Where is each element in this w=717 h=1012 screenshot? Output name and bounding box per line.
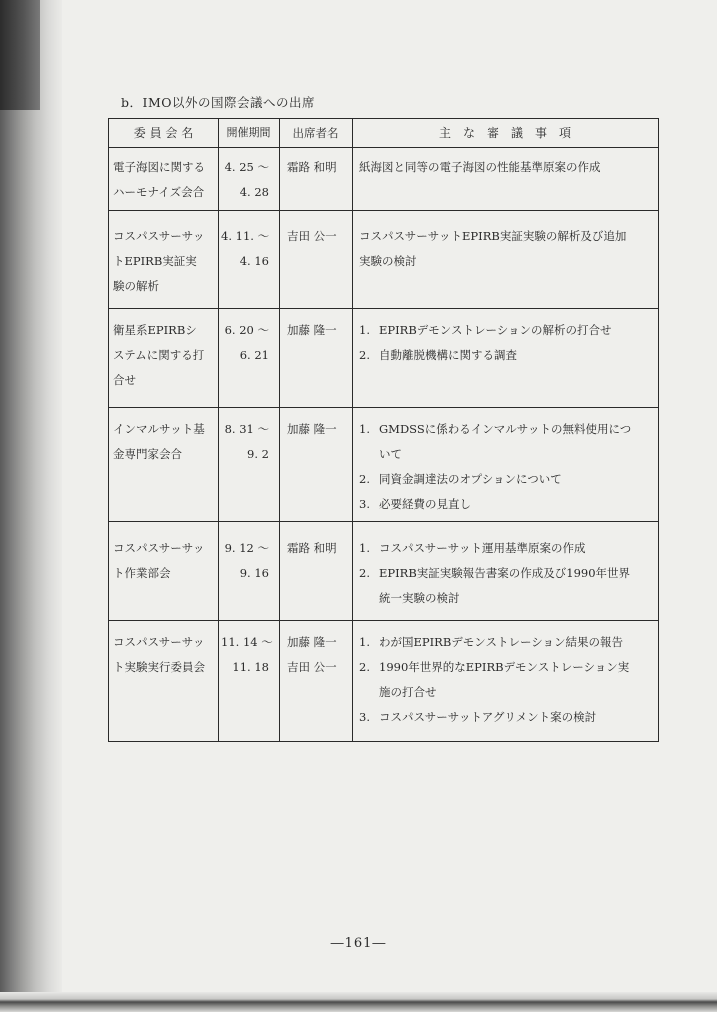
matter-item: 2. EPIRB実証実験報告書案の作成及び1990年世界	[359, 566, 631, 580]
committee-line: 電子海図に関する	[113, 160, 205, 174]
committee-line: 合せ	[113, 373, 136, 387]
matter-item: 3. コスパスサーサットアグリメント案の検討	[359, 710, 597, 724]
attendee-name: 霜路 和明	[287, 541, 337, 555]
attendee-cell	[287, 318, 337, 343]
row-divider	[109, 407, 658, 408]
attendee-name: 加藤 隆一	[287, 323, 337, 337]
row-divider	[109, 521, 658, 522]
row-divider	[109, 620, 658, 621]
committee-line: ト作業部会	[113, 566, 171, 580]
committee-cell	[113, 155, 205, 205]
attendee-cell	[287, 536, 337, 561]
period-end: 11. 18	[232, 660, 269, 674]
period-cell	[221, 224, 269, 274]
committee-cell	[113, 318, 204, 393]
header-committee: 委 員 会 名	[133, 126, 194, 140]
period-cell	[221, 155, 269, 205]
committee-line: コスパスサーサッ	[113, 541, 205, 555]
matter-item: 2. 1990年世界的なEPIRBデモンストレーション実	[359, 660, 630, 674]
attendee-name: 吉田 公一	[287, 229, 337, 243]
binding-shadow	[0, 0, 62, 1012]
period-start: 6. 20 ～	[224, 323, 269, 337]
matter-line: 紙海図と同等の電子海図の性能基準原案の作成	[359, 160, 601, 174]
page-number: ―161―	[330, 936, 387, 951]
row-divider	[109, 210, 658, 211]
period-start: 4. 11. ～	[221, 229, 270, 243]
committee-line: インマルサット基	[113, 422, 205, 436]
attendee-cell	[287, 224, 337, 249]
period-cell	[221, 536, 269, 586]
matters-cell	[359, 536, 630, 611]
attendee-name: 霜路 和明	[287, 160, 337, 174]
section-title: b．IMO以外の国際会議への出席	[121, 95, 315, 110]
committee-line: ハーモナイズ会合	[113, 185, 205, 199]
matters-cell	[359, 224, 626, 274]
attendee-cell	[287, 155, 337, 180]
committee-line: 験の解析	[113, 279, 159, 293]
row-divider	[109, 147, 658, 148]
attendee-name: 加藤 隆一	[287, 422, 337, 436]
matter-item: 3. 必要経費の見直し	[359, 497, 471, 511]
period-cell	[221, 318, 269, 368]
matters-cell	[359, 155, 601, 180]
attendee-cell	[287, 417, 337, 442]
matters-cell	[359, 318, 611, 368]
period-start: 9. 12 ～	[224, 541, 269, 555]
committee-line: コスパスサーサッ	[113, 635, 205, 649]
scan-edge-shadow	[0, 0, 40, 110]
attendee-cell	[287, 630, 337, 680]
committee-line: 金専門家会合	[113, 447, 182, 461]
matter-line: 実験の検討	[359, 254, 417, 268]
committee-line: 衛星系EPIRBシ	[113, 323, 197, 337]
period-end: 4. 28	[239, 185, 269, 199]
committee-line: コスパスサーサッ	[113, 229, 205, 243]
matter-line-continued: 統一実験の検討	[379, 591, 460, 605]
column-divider	[279, 119, 280, 741]
committee-cell	[113, 536, 205, 586]
bottom-scan-edge	[0, 992, 717, 1012]
committee-cell	[113, 630, 205, 680]
committee-cell	[113, 224, 205, 299]
header-period: 開催期間	[226, 126, 271, 139]
matter-line-continued: 施の打合せ	[379, 685, 437, 699]
matter-item: 2. 同資金調達法のオプションについて	[359, 472, 562, 486]
column-divider	[352, 119, 353, 741]
period-start: 8. 31 ～	[224, 422, 269, 436]
attendee-name: 吉田 公一	[287, 660, 337, 674]
period-cell	[221, 417, 269, 467]
committee-line: ステムに関する打	[113, 348, 205, 362]
matter-line-continued: いて	[379, 447, 402, 461]
column-divider	[218, 119, 219, 741]
header-attendee: 出席者名	[292, 126, 339, 140]
matter-item: 1. わが国EPIRBデモンストレーション結果の報告	[359, 635, 623, 649]
row-divider	[109, 308, 658, 309]
matter-item: 1. EPIRBデモンストレーションの解析の打合せ	[359, 323, 612, 337]
matters-cell	[359, 630, 629, 730]
matters-cell	[359, 417, 631, 517]
period-end: 9. 16	[239, 566, 269, 580]
committee-line: ト実験実行委員会	[113, 660, 205, 674]
matter-item: 1. GMDSSに係わるインマルサットの無料使用につ	[359, 422, 632, 436]
period-end: 6. 21	[239, 348, 269, 362]
matter-line: コスパスサーサットEPIRB実証実験の解析及び追加	[359, 229, 627, 243]
matter-item: 2. 自動離脱機構に関する調査	[359, 348, 517, 362]
matter-item: 1. コスパスサーサット運用基準原案の作成	[359, 541, 586, 555]
attendee-name: 加藤 隆一	[287, 635, 337, 649]
period-start: 11. 14 ～	[221, 635, 273, 649]
period-end: 4. 16	[239, 254, 269, 268]
period-end: 9. 2	[247, 447, 269, 461]
meetings-table	[108, 118, 659, 742]
period-cell	[221, 630, 273, 680]
committee-line: トEPIRB実証実	[113, 254, 197, 268]
committee-cell	[113, 417, 205, 467]
header-matters: 主 な 審 議 事 項	[438, 126, 571, 140]
period-start: 4. 25 ～	[224, 160, 269, 174]
